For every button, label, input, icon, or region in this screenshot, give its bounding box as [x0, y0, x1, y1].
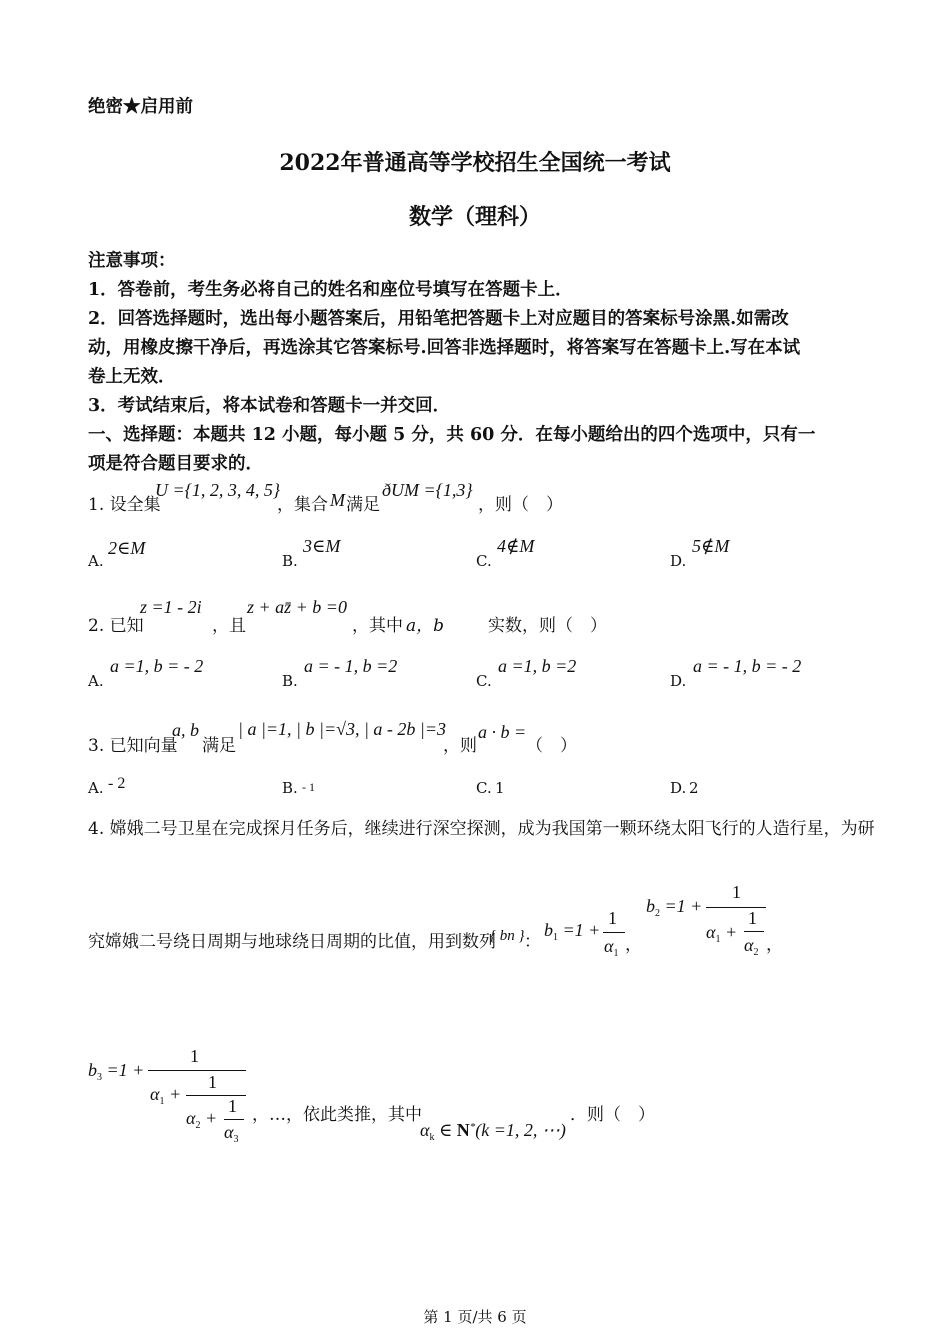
q4-colon: ： — [524, 932, 541, 952]
q3-mid: 满足 — [202, 736, 236, 756]
q1-option-c-label: C. — [476, 552, 492, 570]
q2-option-c-expr: a =1, b =2 — [498, 656, 577, 676]
q1-option-a-label: A. — [88, 552, 104, 570]
section-1-instruction-line-1: 一、选择题：本题共 12 小题，每小题 5 分，共 60 分．在每小题给出的四个选项中，只有一 — [88, 425, 816, 445]
notice-item-2-line-3: 卷上无效． — [88, 367, 176, 387]
q1-prefix: 1. 设全集 — [88, 495, 161, 515]
q3-suffix: （ ） — [526, 736, 577, 756]
q3-option-a-expr: - 2 — [108, 775, 126, 792]
q2-suffix: 实数，则（ ） — [488, 616, 607, 636]
notice-item-2-line-1: 2．回答选择题时，选出每小题答案后，用铅笔把答题卡上对应题目的答案标号涂黑.如需改 — [88, 309, 789, 329]
exam-subject: 数学（理科） — [408, 204, 541, 230]
notice-item-1: 1．答卷前，考生务必将自己的姓名和座位号填写在答题卡上． — [88, 280, 573, 300]
q1-option-b-expr: 3∈M — [303, 536, 341, 556]
q2-mid: ，且 — [212, 616, 246, 636]
q1-mid2: 满足 — [346, 495, 380, 515]
q4-alpha-condition: $\alpha_k$ ∈ N*(k =1, 2, ⋯) — [420, 1120, 566, 1143]
q1-mid: ，集合 — [277, 495, 328, 515]
q1-option-b-label: B. — [282, 552, 298, 570]
q2-option-a-expr: a =1, b = - 2 — [110, 656, 204, 676]
q3-option-b-label: B. — [282, 779, 298, 797]
q3-prefix: 3. 已知向量 — [88, 736, 178, 756]
q1-suffix: ，则（ ） — [478, 495, 563, 515]
q4-sequence: { bn } — [490, 928, 525, 944]
section-1-instruction-line-2: 项是符合题目要求的． — [88, 454, 263, 474]
page-number: 第 1 页/共 6 页 — [423, 1308, 527, 1326]
q4-etc: ，…，依此类推，其中 — [252, 1105, 422, 1125]
q4-line-1: 4. 嫦娥二号卫星在完成探月任务后，继续进行深空探测，成为我国第一颗环绕太阳飞行的人造行星，为研 — [88, 819, 875, 839]
notice-item-2-line-2: 动，用橡皮擦干净后，再选涂其它答案标号.回答非选择题时，将答案写在答题卡上.写在本试 — [88, 338, 801, 358]
q2-prefix: 2. 已知 — [88, 616, 144, 636]
exam-title: 2022年普通高等学校招生全国统一考试 — [279, 150, 671, 176]
q4-suffix: ．则（ ） — [570, 1105, 655, 1125]
q2-option-c-label: C. — [476, 672, 492, 690]
notice-item-3: 3．考试结束后，将本试卷和答题卡一并交回． — [88, 396, 451, 416]
q1-option-d-expr: 5∉M — [692, 536, 730, 556]
q3-ask: a · b = — [478, 722, 527, 742]
q2-option-b-expr: a = - 1, b =2 — [304, 656, 398, 676]
q2-mid2: ，其中 — [352, 616, 403, 636]
q2-option-d-label: D. — [670, 672, 687, 690]
q2-vars: a，b — [406, 616, 445, 636]
q3-cond: | a |=1, | b |=√3, | a - 2b |=3 — [238, 719, 447, 739]
q3-option-c-expr: 1 — [495, 779, 505, 797]
q3-option-b-expr: - 1 — [302, 780, 315, 794]
q1-complement: ðUM ={1,3} — [382, 480, 473, 500]
q1-option-d-label: D. — [670, 552, 687, 570]
q3-option-c-label: C. — [476, 779, 492, 797]
secret-label: 绝密★启用前 — [88, 97, 193, 117]
q4-line-2: 究嫦娥二号绕日周期与地球绕日周期的比值，用到数列 — [88, 932, 496, 952]
q3-option-d-expr: 2 — [689, 779, 699, 797]
q2-eq1: z =1 - 2i — [140, 597, 202, 617]
q2-eq2: z + az̄ + b =0 — [247, 597, 347, 617]
q3-option-a-label: A. — [88, 779, 104, 797]
q1-var-m: M — [330, 490, 345, 510]
q2-option-a-label: A. — [88, 672, 104, 690]
q3-mid2: ，则 — [443, 736, 477, 756]
notice-heading: 注意事项： — [88, 251, 176, 271]
q2-option-b-label: B. — [282, 672, 298, 690]
q3-option-d-label: D. — [670, 779, 687, 797]
q1-set-u: U ={1, 2, 3, 4, 5} — [155, 480, 281, 500]
q3-vec: a, b — [172, 720, 199, 740]
q2-option-d-expr: a = - 1, b = - 2 — [693, 656, 802, 676]
q1-option-a-expr: 2∈M — [108, 538, 146, 558]
q1-option-c-expr: 4∉M — [497, 536, 535, 556]
